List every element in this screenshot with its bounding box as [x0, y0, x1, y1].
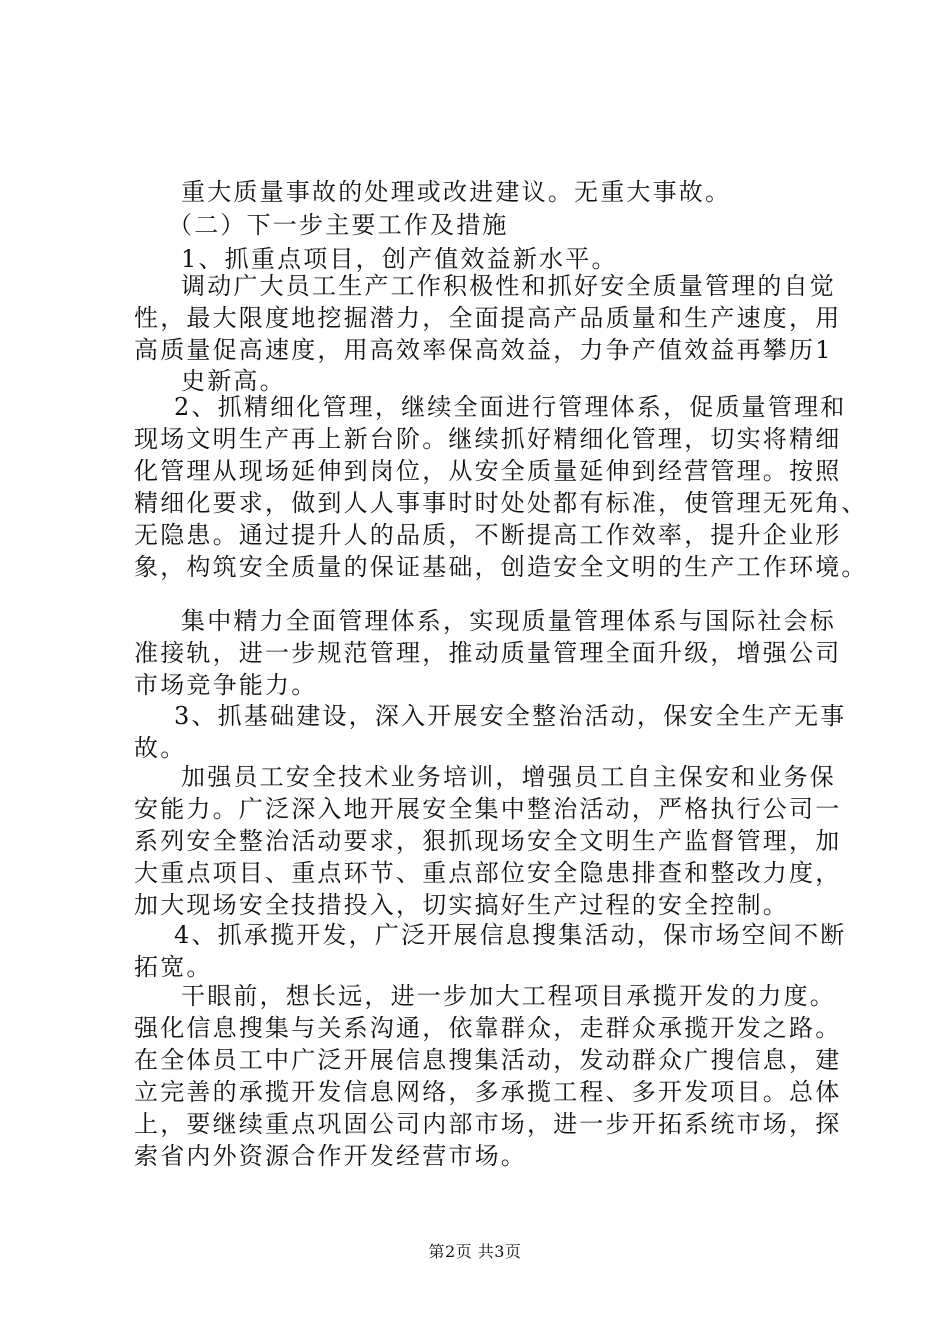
item-heading: 1、抓重点项目，创产值效益新水平。	[181, 245, 618, 273]
item-heading: 3、抓基础建设，深入开展安全整治活动，保安全生产无事	[174, 702, 847, 730]
item-heading: 故。	[134, 734, 187, 762]
paragraph-line: 立完善的承揽开发信息网络，多承揽工程、多开发项目。总体	[134, 1078, 842, 1106]
page-number-footer: 第2页 共3页	[428, 1242, 522, 1261]
paragraph-line: 强化信息搜集与关系沟通，依靠群众，走群众承揽开发之路。	[134, 1014, 842, 1042]
section-heading: （二）下一步主要工作及措施	[168, 211, 509, 239]
paragraph-line: 在全体员工中广泛开展信息搜集活动，发动群众广搜信息，建	[134, 1046, 842, 1074]
paragraph-line: 加强员工安全技术业务培训，增强员工自主保安和业务保	[181, 763, 836, 791]
paragraph-line: 象，构筑安全质量的保证基础，创造安全文明的生产工作环境。	[134, 553, 868, 581]
item-heading: 2、抓精细化管理，继续全面进行管理体系，促质量管理和	[174, 393, 847, 421]
paragraph-line: 干眼前，想长远，进一步加大工程项目承揽开发的力度。	[181, 982, 836, 1010]
item-heading: 4、抓承揽开发，广泛开展信息搜集活动，保市场空间不断	[174, 921, 847, 949]
paragraph-line: 系列安全整治活动要求，狠抓现场安全文明生产监督管理，加	[134, 827, 842, 855]
paragraph-line: 上，要继续重点巩固公司内部市场，进一步开拓系统市场，探	[134, 1110, 842, 1138]
paragraph-line: 性，最大限度地挖掘潜力，全面提高产品质量和生产速度，用	[134, 304, 842, 332]
paragraph-line: 化管理从现场延伸到岗位，从安全质量延伸到经营管理。按照	[134, 457, 842, 485]
paragraph-line: 高质量促高速度，用高效率保高效益，力争产值效益再攀历1	[134, 336, 833, 364]
paragraph-line: 史新高。	[181, 367, 286, 395]
paragraph-line: 调动广大员工生产工作积极性和抓好安全质量管理的自觉	[181, 272, 836, 300]
paragraph-line: 准接轨，进一步规范管理，推动质量管理全面升级，增强公司	[134, 639, 842, 667]
paragraph-line: 精细化要求，做到人人事事时时处处都有标准，使管理无死角、	[134, 489, 868, 517]
paragraph-line: 现场文明生产再上新台阶。继续抓好精细化管理，切实将精细	[134, 425, 842, 453]
paragraph-line: 集中精力全面管理体系，实现质量管理体系与国际社会标	[181, 607, 836, 635]
paragraph-line: 大重点项目、重点环节、重点部位安全隐患排查和整改力度，	[134, 859, 842, 887]
paragraph-line: 索省内外资源合作开发经营市场。	[134, 1142, 527, 1170]
paragraph-line: 无隐患。通过提升人的品质，不断提高工作效率，提升企业形	[134, 521, 842, 549]
paragraph-line: 安能力。广泛深入地开展安全集中整治活动，严格执行公司一	[134, 795, 842, 823]
paragraph-line: 加大现场安全技措投入，切实搞好生产过程的安全控制。	[134, 891, 789, 919]
paragraph-line: 市场竞争能力。	[134, 671, 318, 699]
paragraph-line: 重大质量事故的处理或改进建议。无重大事故。	[181, 178, 732, 206]
item-heading: 拓宽。	[134, 953, 213, 981]
